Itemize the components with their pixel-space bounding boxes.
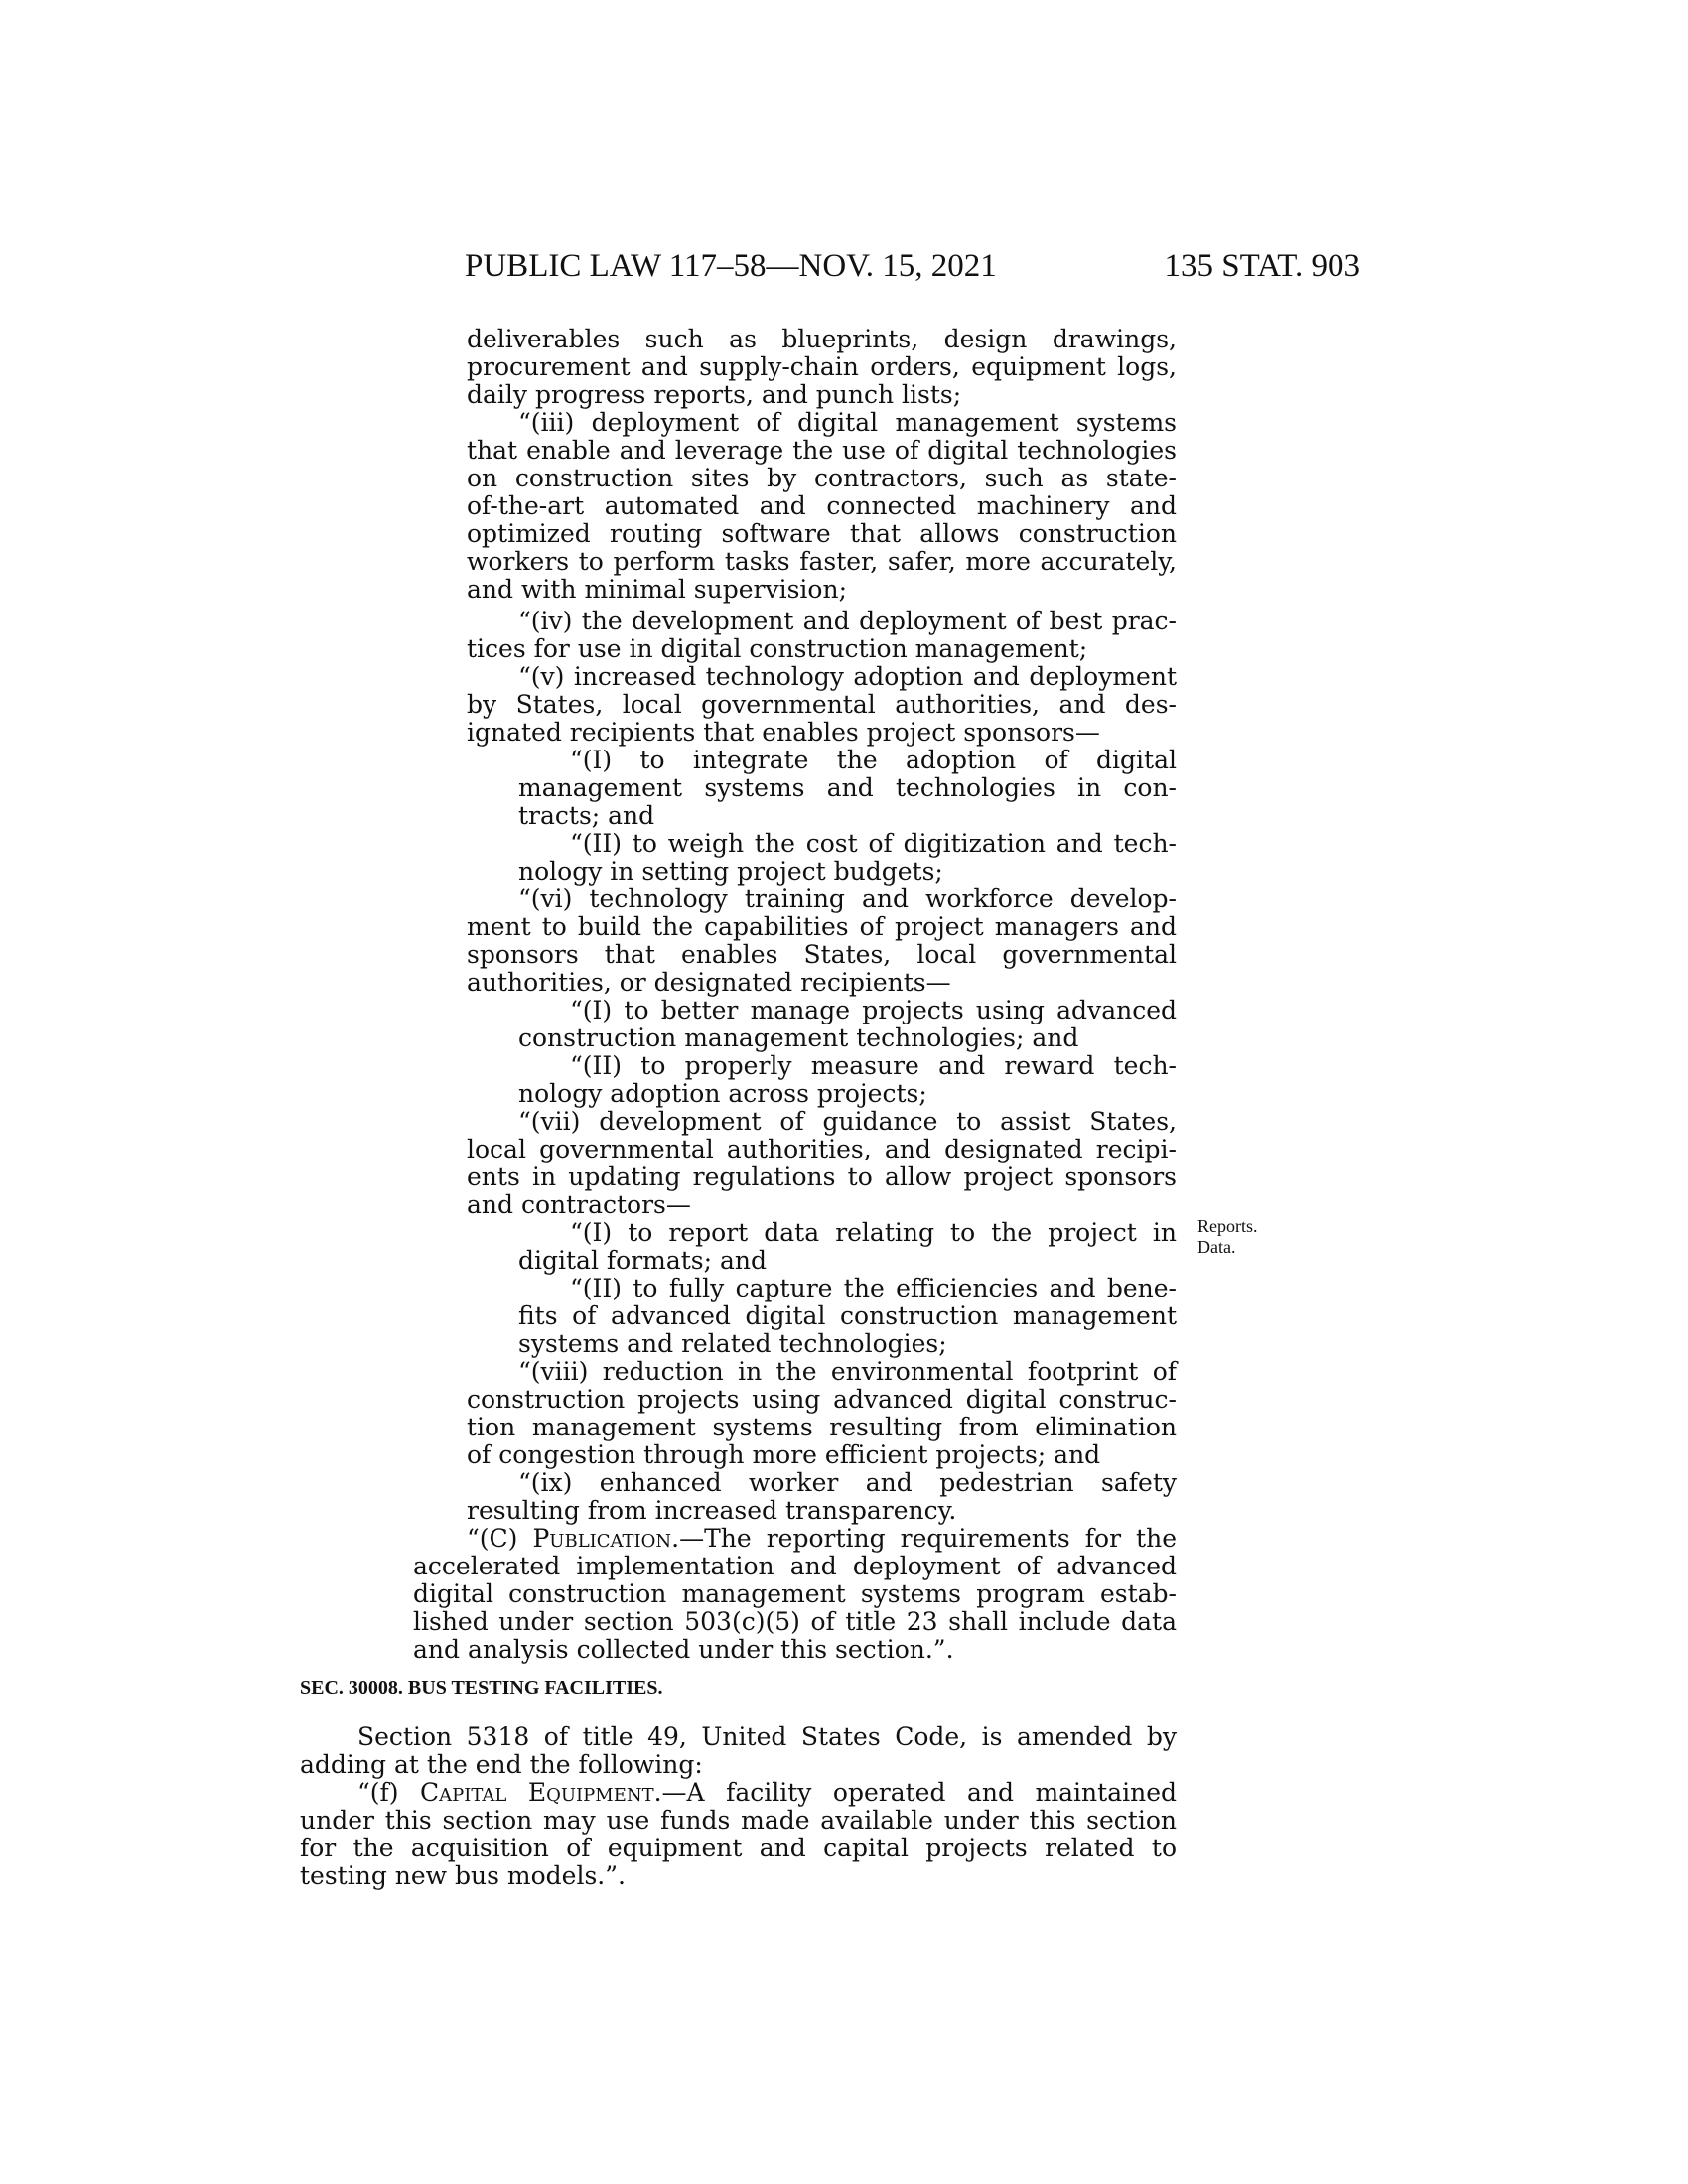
text-line: ignated recipients that enables project sponsors— — [467, 718, 1100, 747]
text-line: for the acquisition of equipment and capital projects related to — [300, 1834, 1177, 1862]
text-line: local governmental authorities, and designated recipi- — [467, 1135, 1177, 1163]
text-line: “(viii) reduction in the environmental footprint of — [518, 1357, 1177, 1386]
text-line: accelerated implementation and deployment of advanced — [413, 1552, 1177, 1580]
text-line: under this section may use funds made available under this section — [300, 1806, 1177, 1835]
text-line: construction projects using advanced digital construc- — [467, 1385, 1177, 1414]
text-line: tion management systems resulting from elimination — [467, 1413, 1177, 1441]
text-line: “(iv) the development and deployment of best prac- — [518, 607, 1177, 635]
text-line: optimized routing software that allows construction — [467, 519, 1177, 548]
subsection-title: Publication — [532, 1524, 672, 1553]
text-line: “(II) to fully capture the efficiencies and bene- — [570, 1274, 1177, 1302]
page-header — [465, 248, 1360, 292]
text-line: digital formats; and — [518, 1246, 768, 1275]
text-line: adding at the end the following: — [300, 1750, 703, 1779]
text-line: lished under section 503(c)(5) of title 23 shall include data — [413, 1607, 1177, 1636]
text-line: “(II) to properly measure and reward tech- — [570, 1051, 1177, 1080]
text-line: Section 5318 of title 49, United States Code, is amended by — [357, 1722, 1177, 1751]
text-line: sponsors that enables States, local governmental — [467, 940, 1177, 969]
text-line: that enable and leverage the use of digital technologies — [467, 436, 1177, 465]
text-line: authorities, or designated recipients— — [467, 968, 951, 997]
paragraph-marker: “(C) — [467, 1524, 533, 1553]
text-line: and with minimal supervision; — [467, 575, 847, 604]
text-line: “(I) to report data relating to the project in — [570, 1218, 1177, 1247]
text-line: and analysis collected under this section.”. — [413, 1635, 954, 1664]
text-line: and contractors— — [467, 1190, 691, 1219]
text-line: systems and related technologies; — [518, 1329, 947, 1358]
text-line: “(iii) deployment of digital management systems — [518, 408, 1177, 437]
text-line: “(vi) technology training and workforce develop- — [518, 885, 1177, 913]
text-line: daily progress reports, and punch lists; — [467, 380, 962, 409]
text-line: by States, local governmental authorities, and des- — [467, 690, 1177, 719]
text-line: nology in setting project budgets; — [518, 857, 943, 886]
text-line: tices for use in digital construction management; — [467, 634, 1088, 663]
header-public-law: PUBLIC LAW 117–58—NOV. 15, 2021 — [465, 248, 997, 284]
text-line: resulting from increased transparency. — [467, 1496, 957, 1525]
text-line: “(ix) enhanced worker and pedestrian safety — [518, 1468, 1177, 1497]
margin-note-reports: Reports. — [1197, 1216, 1258, 1236]
text-line: “(v) increased technology adoption and deployment — [518, 662, 1177, 691]
text-line: tracts; and — [518, 801, 655, 830]
subsection-title: Capital Equipment — [420, 1778, 654, 1807]
header-stat-page: 135 STAT. 903 — [1164, 248, 1360, 284]
text-line: construction management technologies; and — [518, 1024, 1079, 1052]
text-line: procurement and supply-chain orders, equipment logs, — [467, 352, 1177, 381]
text-line: “(I) to better manage projects using advanced — [570, 996, 1177, 1024]
text-line: “(vii) development of guidance to assist States, — [518, 1107, 1177, 1136]
text-line: testing new bus models.”. — [300, 1861, 626, 1890]
text-line: deliverables such as blueprints, design drawings, — [467, 325, 1177, 353]
line-text: .—A facility operated and maintained — [653, 1778, 1177, 1807]
paragraph-marker: “(f) — [357, 1778, 421, 1807]
text-line: of congestion through more efficient projects; and — [467, 1440, 1101, 1469]
text-line: fits of advanced digital construction management — [518, 1301, 1177, 1330]
line-text: .—The reporting requirements for the — [671, 1524, 1178, 1553]
text-line: management systems and technologies in con- — [518, 773, 1177, 802]
text-line: nology adoption across projects; — [518, 1079, 927, 1108]
text-line: “(II) to weigh the cost of digitization and tech- — [570, 829, 1177, 858]
text-line: workers to perform tasks faster, safer, more accurately, — [467, 547, 1177, 576]
text-line: on construction sites by contractors, such as state- — [467, 464, 1177, 492]
section-heading: SEC. 30008. BUS TESTING FACILITIES. — [300, 1677, 663, 1699]
text-line — [357, 1779, 1177, 1807]
text-line: of-the-art automated and connected machinery and — [467, 491, 1177, 520]
text-line: digital construction management systems program estab- — [413, 1579, 1177, 1608]
text-line: ment to build the capabilities of project managers and — [467, 912, 1177, 941]
text-line: “(I) to integrate the adoption of digital — [570, 746, 1177, 774]
text-line: ents in updating regulations to allow project sponsors — [467, 1162, 1177, 1191]
margin-note-data: Data. — [1197, 1237, 1236, 1257]
text-line — [467, 1525, 1177, 1553]
